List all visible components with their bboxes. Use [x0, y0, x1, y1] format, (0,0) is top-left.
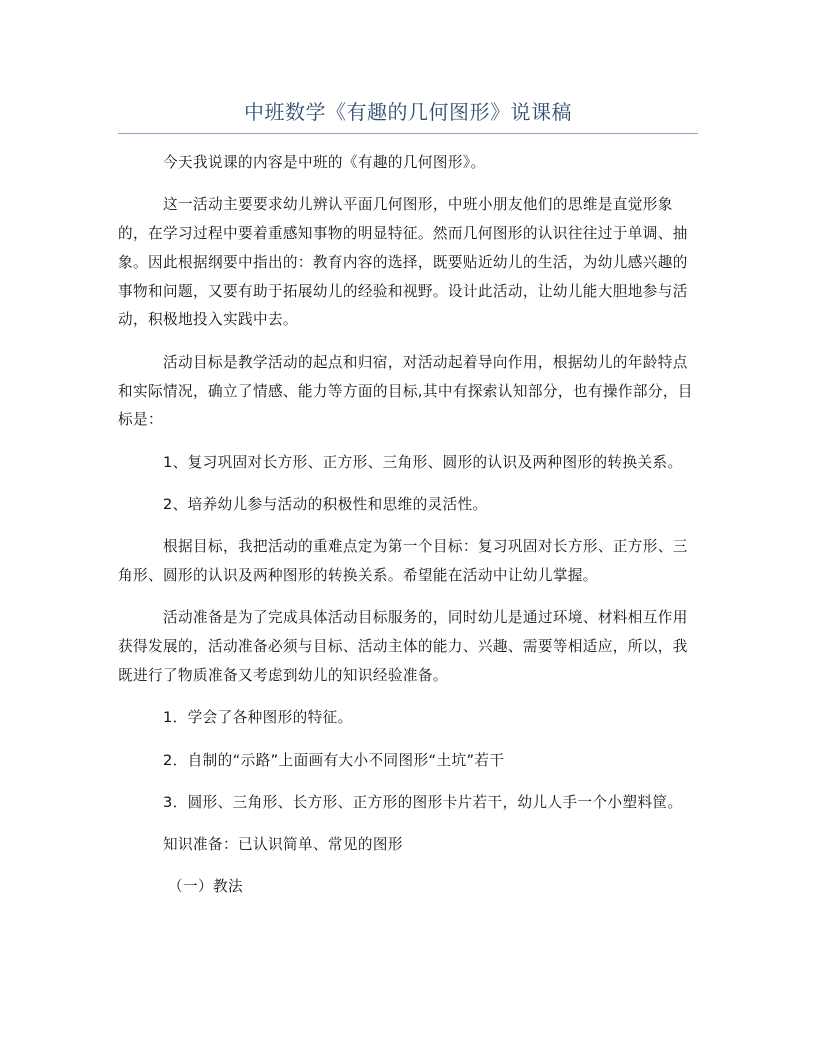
knowledge-prep: 知识准备：已认识简单、常见的图形 — [163, 836, 403, 854]
goal-item-1: 1、复习巩固对长方形、正方形、三角形、圆形的认识及两种图形的转换关系。 — [163, 453, 683, 471]
paragraph-rationale: 这一活动主要要求幼儿辨认平面几何图形，中班小朋友他们的思维是直觉形象的，在学习过程中要着重感知事物的明显特征。然而几何图形的认识往往过于单调、抽象。因此根据纲要中指出的：教育内容的选择，既要贴近幼儿的生活，为幼儿感兴趣的事物和问题，又要有助于拓展幼儿的经验和视野。设计此活动，让幼儿能大胆地参与活动，积极地投入实践中去。 — [118, 196, 688, 329]
prep-item-3: 3．圆形、三角形、长方形、正方形的图形卡片若干，幼儿人手一个小塑料筐。 — [163, 793, 683, 811]
document-body — [118, 149, 702, 916]
paragraph-preparation: 活动准备是为了完成具体活动目标服务的，同时幼儿是通过环境、材料相互作用获得发展的，活动准备必须与目标、活动主体的能力、兴趣、需要等相适应，所以，我既进行了物质准备又考虑到幼儿的知识经验准备。 — [118, 609, 688, 684]
section-heading-teaching-method: （一）教法 — [168, 878, 243, 896]
prep-item-1: 1．学会了各种图形的特征。 — [163, 709, 353, 727]
paragraph-intro: 今天我说课的内容是中班的《有趣的几何图形》。 — [163, 154, 486, 171]
paragraph-goals-intro: 活动目标是教学活动的起点和归宿，对活动起着导向作用，根据幼儿的年龄特点和实际情况，确立了情感、能力等方面的目标,其中有探索认知部分，也有操作部分，目标是： — [118, 353, 693, 429]
title-divider — [118, 133, 698, 134]
prep-item-2: 2．自制的“示路”上面画有大小不同图形“土坑”若干 — [163, 751, 505, 769]
goal-item-2: 2、培养幼儿参与活动的积极性和思维的灵活性。 — [163, 495, 488, 513]
document-title: 中班数学《有趣的几何图形》说课稿 — [244, 100, 572, 124]
paragraph-key-points: 根据目标，我把活动的重难点定为第一个目标：复习巩固对长方形、正方形、三角形、圆形的认识及两种图形的转换关系。希望能在活动中让幼儿掌握。 — [118, 538, 688, 585]
